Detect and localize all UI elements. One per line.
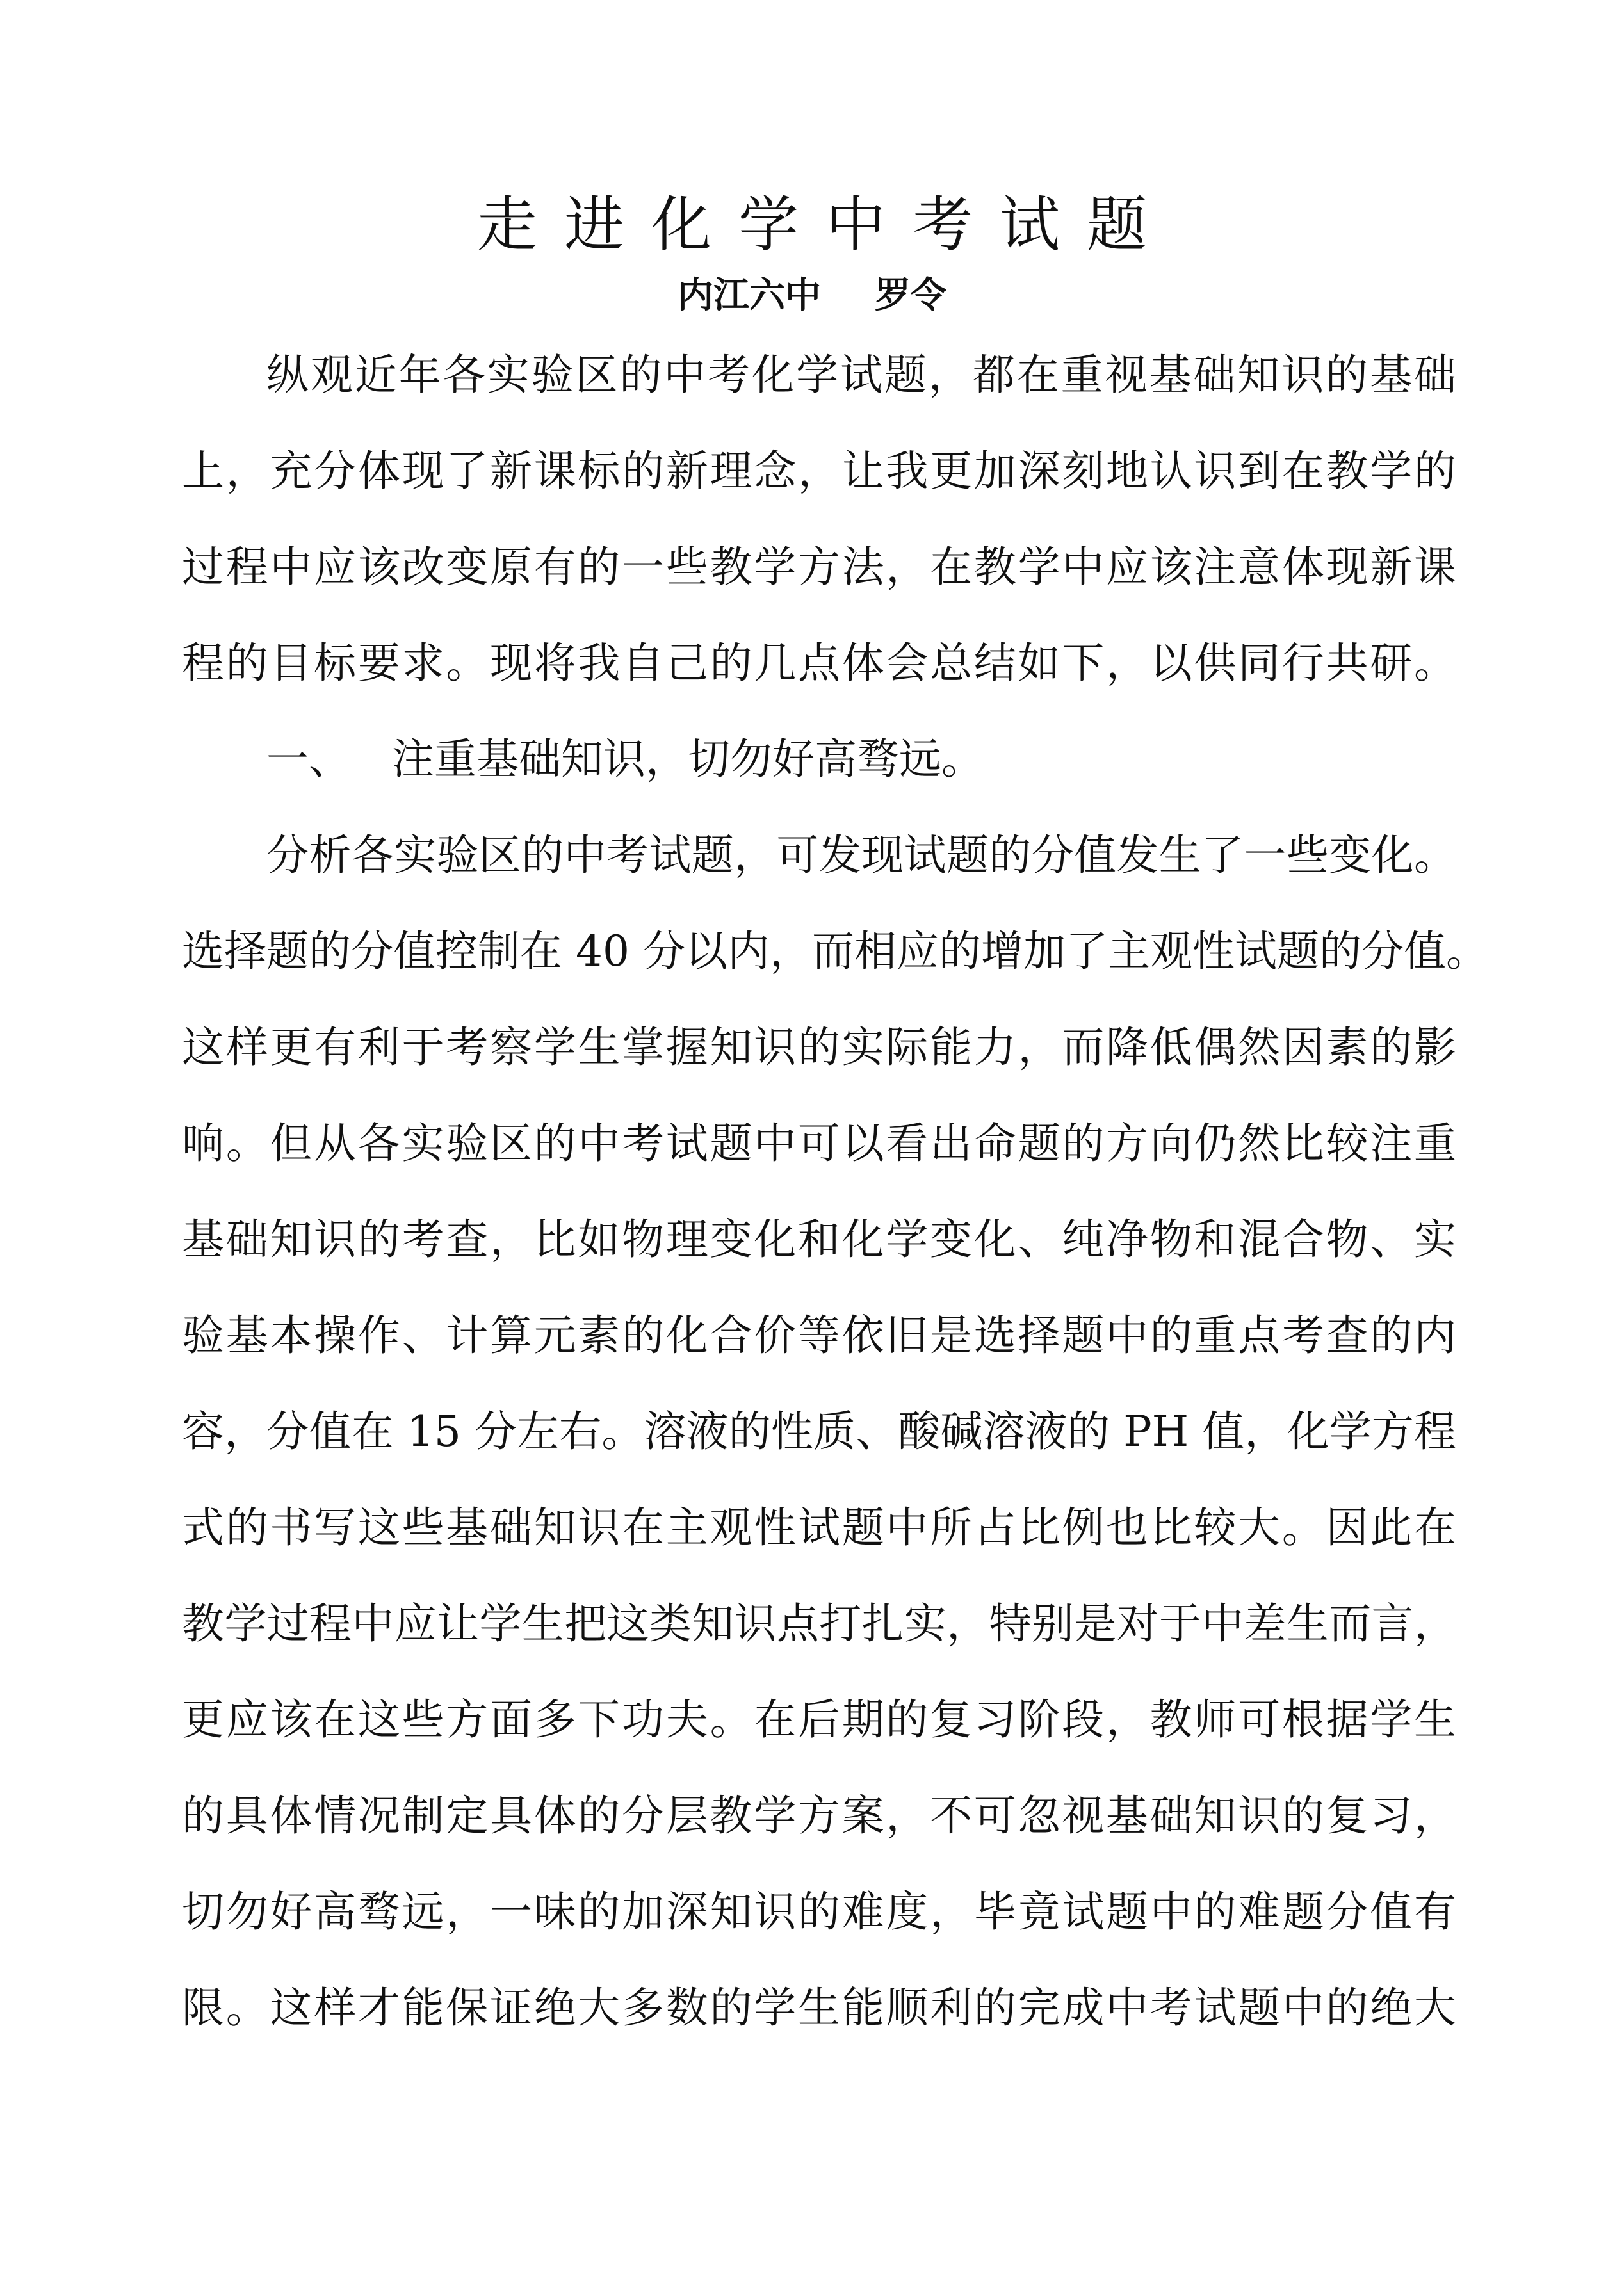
paragraph-line: 式的书写这些基础知识在主观性试题中所占比例也比较大。因此在: [182, 1503, 1456, 1552]
paragraph-line: 教学过程中应让学生把这类知识点打扎实，特别是对于中差生而言，: [182, 1599, 1456, 1648]
paragraph-line: 选择题的分值控制在 40 分以内，而相应的增加了主观性试题的分值。: [182, 927, 1488, 976]
paragraph-line: 响。但从各实验区的中考试题中可以看出命题的方向仍然比较注重: [182, 1119, 1456, 1168]
paragraph-line: 分析各实验区的中考试题，可发现试题的分值发生了一些变化。: [266, 831, 1456, 880]
paragraph-line: 纵观近年各实验区的中考化学试题，都在重视基础知识的基础: [266, 350, 1456, 400]
author-line: [0, 272, 1624, 320]
author-name: 罗令: [875, 275, 946, 316]
paragraph-line: 上，充分体现了新课标的新理念，让我更加深刻地认识到在教学的: [182, 446, 1456, 496]
paragraph-line: 的具体情况制定具体的分层教学方案，不可忽视基础知识的复习，: [182, 1791, 1456, 1840]
paragraph-line: 切勿好高骛远，一味的加深知识的难度，毕竟试题中的难题分值有: [182, 1887, 1456, 1936]
paragraph-line: 容，分值在 15 分左右。溶液的性质、酸碱溶液的 PH 值，化学方程: [182, 1407, 1456, 1456]
author-school: 内江六中: [678, 275, 821, 316]
document-title: 走进化学中考试题: [476, 190, 1174, 260]
section-heading: [266, 727, 1456, 791]
paragraph-line: 更应该在这些方面多下功夫。在后期的复习阶段，教师可根据学生: [182, 1695, 1456, 1744]
paragraph-line: 验基本操作、计算元素的化合价等依旧是选择题中的重点考查的内: [182, 1311, 1456, 1360]
paragraph-line: 程的目标要求。现将我自己的几点体会总结如下，以供同行共研。: [182, 638, 1456, 688]
paragraph-line: 过程中应该改变原有的一些教学方法，在教学中应该注意体现新课: [182, 542, 1456, 592]
paragraph-line: 这样更有利于考察学生掌握知识的实际能力，而降低偶然因素的影: [182, 1023, 1456, 1072]
section-title: 注重基础知识，切勿好高骛远。: [392, 734, 984, 784]
paragraph-line: 基础知识的考查，比如物理变化和化学变化、纯净物和混合物、实: [182, 1215, 1456, 1264]
paragraph-line: 限。这样才能保证绝大多数的学生能顺利的完成中考试题中的绝大: [182, 1983, 1456, 2032]
section-number: 一、: [266, 734, 351, 784]
